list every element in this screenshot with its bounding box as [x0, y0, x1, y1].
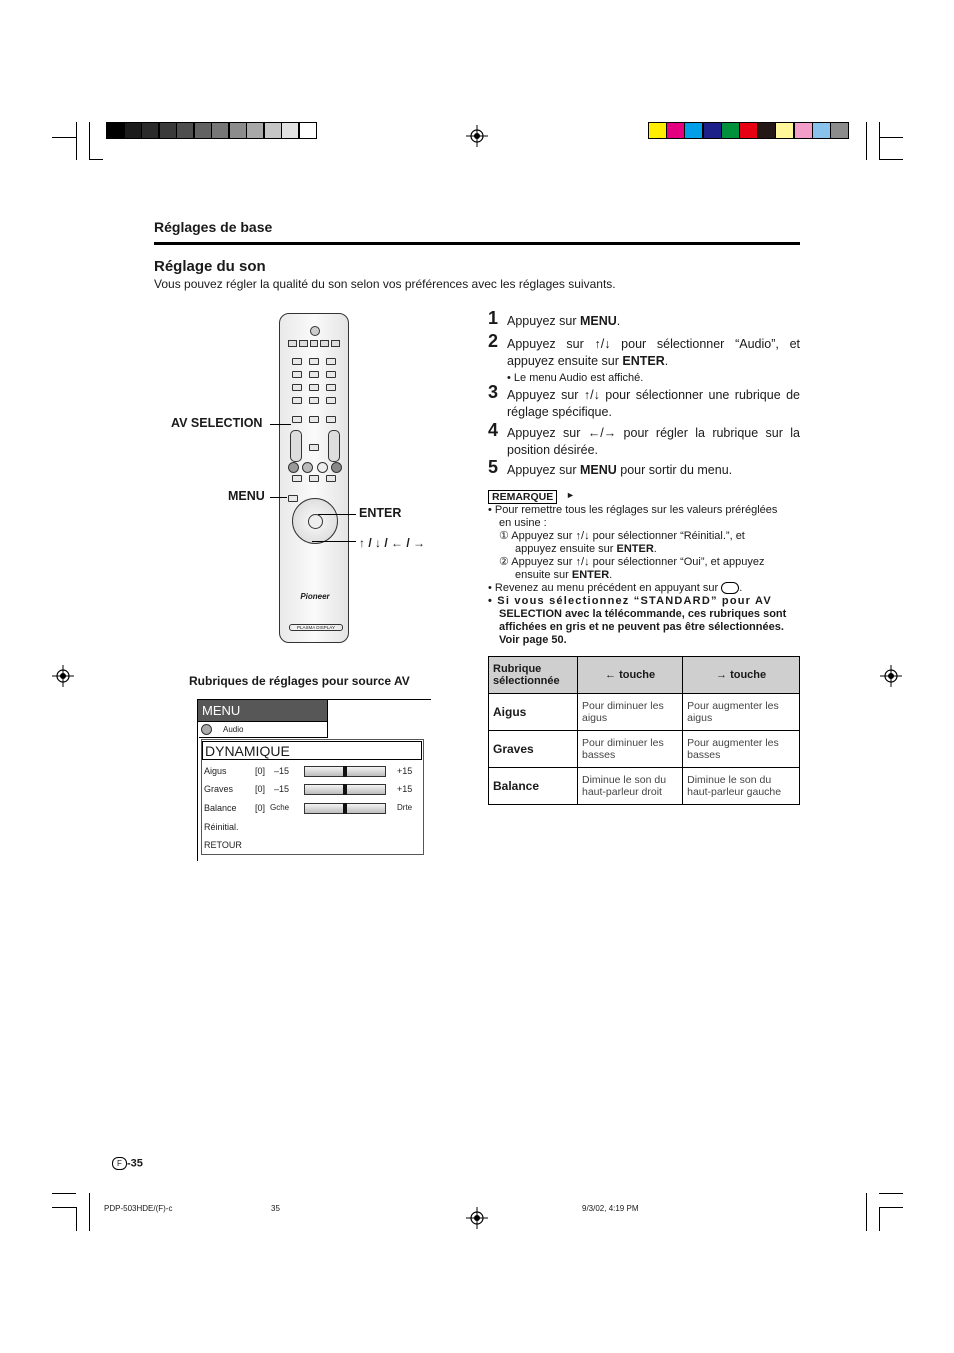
note-arrow-icon: ►: [566, 490, 575, 500]
audio-icon: [201, 724, 212, 735]
registration-mark-right: [880, 665, 902, 687]
color-swatch: [648, 122, 667, 139]
gray-swatch: [211, 122, 229, 139]
enter-leader: [318, 514, 356, 515]
arrow-keys-label: ↑ / ↓ / ← / →: [359, 536, 426, 550]
slider-aigus: [304, 766, 386, 777]
table-header-left: ← touche: [578, 657, 683, 694]
osd-row-name: Graves: [204, 784, 234, 794]
language-badge: F: [112, 1157, 127, 1170]
page-title: Réglage du son: [154, 258, 266, 275]
direction-pad: [292, 498, 338, 544]
arrows-leader: [312, 541, 356, 542]
step-number: 5: [488, 457, 499, 477]
right-arrow-icon: →: [716, 669, 731, 681]
color-swatch: [757, 122, 776, 139]
osd-reset: Réinitial.: [204, 822, 239, 832]
step-4: 4 Appuyez sur ←/→ pour régler la rubrique sur la position désirée.: [488, 420, 800, 457]
power-button: [310, 326, 320, 336]
osd-audio-row: Audio: [199, 722, 328, 738]
table-header-right: → touche: [683, 657, 800, 694]
menu-button: [288, 495, 298, 502]
step-3: 3 Appuyez sur ↑/↓ pour sélectionner une rubrique de réglage spécifique.: [488, 382, 800, 419]
color-swatch: [794, 122, 813, 139]
page-number: F -35: [112, 1157, 143, 1170]
color-swatch: [812, 122, 831, 139]
step-2: 2 Appuyez sur ↑/↓ pour sélectionner “Audio”, et appuyez ensuite sur ENTER. • Le menu Audio est affiché.: [488, 331, 800, 384]
slider-graves: [304, 784, 386, 795]
av-selection-button: [292, 416, 302, 423]
table-header-item: Rubrique sélectionnée: [489, 657, 578, 694]
gray-swatch: [141, 122, 159, 139]
step-number: 2: [488, 331, 499, 351]
gray-swatch: [264, 122, 282, 139]
av-selection-label: AV SELECTION: [171, 416, 263, 430]
color-swatch: [739, 122, 758, 139]
table-row: Balance Diminue le son du haut-parleur droit Diminue le son du haut-parleur gauche: [489, 768, 800, 805]
note-badge: REMARQUE: [488, 490, 557, 504]
osd-menu-header: MENU: [197, 699, 328, 722]
registration-mark-left: [52, 665, 74, 687]
gray-swatch: [299, 122, 317, 139]
step-number: 1: [488, 308, 499, 328]
footer-file: PDP-503HDE/(F)-c: [104, 1204, 173, 1213]
channel-rocker: [328, 430, 340, 462]
osd-row-name: Balance: [204, 803, 237, 813]
table-row: Aigus Pour diminuer les aigus Pour augmenter les aigus: [489, 694, 800, 731]
enter-button: [308, 514, 323, 529]
footer-page: 35: [271, 1204, 280, 1213]
menu-leader: [270, 497, 287, 498]
color-swatch: [721, 122, 740, 139]
osd-back: RETOUR: [204, 840, 242, 850]
volume-rocker: [290, 430, 302, 462]
gray-swatch: [281, 122, 299, 139]
registration-mark-top: [466, 125, 488, 147]
step-1: 1 Appuyez sur MENU.: [488, 308, 621, 328]
osd-row-name: Aigus: [204, 766, 227, 776]
gray-swatch: [106, 122, 124, 139]
return-icon: [721, 582, 739, 594]
registration-mark-bottom: [466, 1207, 488, 1229]
gray-swatch: [194, 122, 212, 139]
av-selection-leader: [270, 424, 291, 425]
color-swatch: [830, 122, 849, 139]
color-swatch: [684, 122, 703, 139]
gray-swatch: [124, 122, 142, 139]
osd-caption: Rubriques de réglages pour source AV: [189, 674, 410, 688]
color-swatch: [703, 122, 722, 139]
gray-swatch: [246, 122, 264, 139]
color-swatch: [666, 122, 685, 139]
input-buttons: [288, 340, 340, 347]
intro-text: Vous pouvez régler la qualité du son selon vos préférences avec les réglages suivants.: [154, 277, 616, 291]
pioneer-logo: Pioneer: [300, 592, 330, 601]
gray-swatch: [229, 122, 247, 139]
enter-label: ENTER: [359, 506, 402, 520]
color-swatch: [775, 122, 794, 139]
section-rule: [154, 242, 800, 245]
gray-swatch: [159, 122, 177, 139]
gray-swatch: [176, 122, 194, 139]
plasma-display-label: PLASMA DISPLAY: [289, 624, 343, 631]
remote-control: [279, 313, 349, 643]
color-buttons: [288, 462, 342, 471]
step-number: 3: [488, 382, 499, 402]
osd-menu: MENU Audio DYNAMIQUE Aigus [0] –15 +15 Graves [0] –15 +15 Balance [0] Gche Drte Réinitial. RETOUR: [197, 699, 431, 861]
step-number: 4: [488, 420, 499, 440]
osd-preset-dynamique: DYNAMIQUE: [202, 741, 422, 760]
left-arrow-icon: ←: [605, 669, 620, 681]
footer-date: 9/3/02, 4:19 PM: [582, 1204, 639, 1213]
step-5: 5 Appuyez sur MENU pour sortir du menu.: [488, 457, 733, 477]
slider-balance: [304, 803, 386, 814]
adjustment-table: [488, 656, 800, 805]
section-heading: Réglages de base: [154, 219, 273, 235]
menu-label: MENU: [228, 489, 265, 503]
table-row: Graves Pour diminuer les basses Pour augmenter les basses: [489, 731, 800, 768]
